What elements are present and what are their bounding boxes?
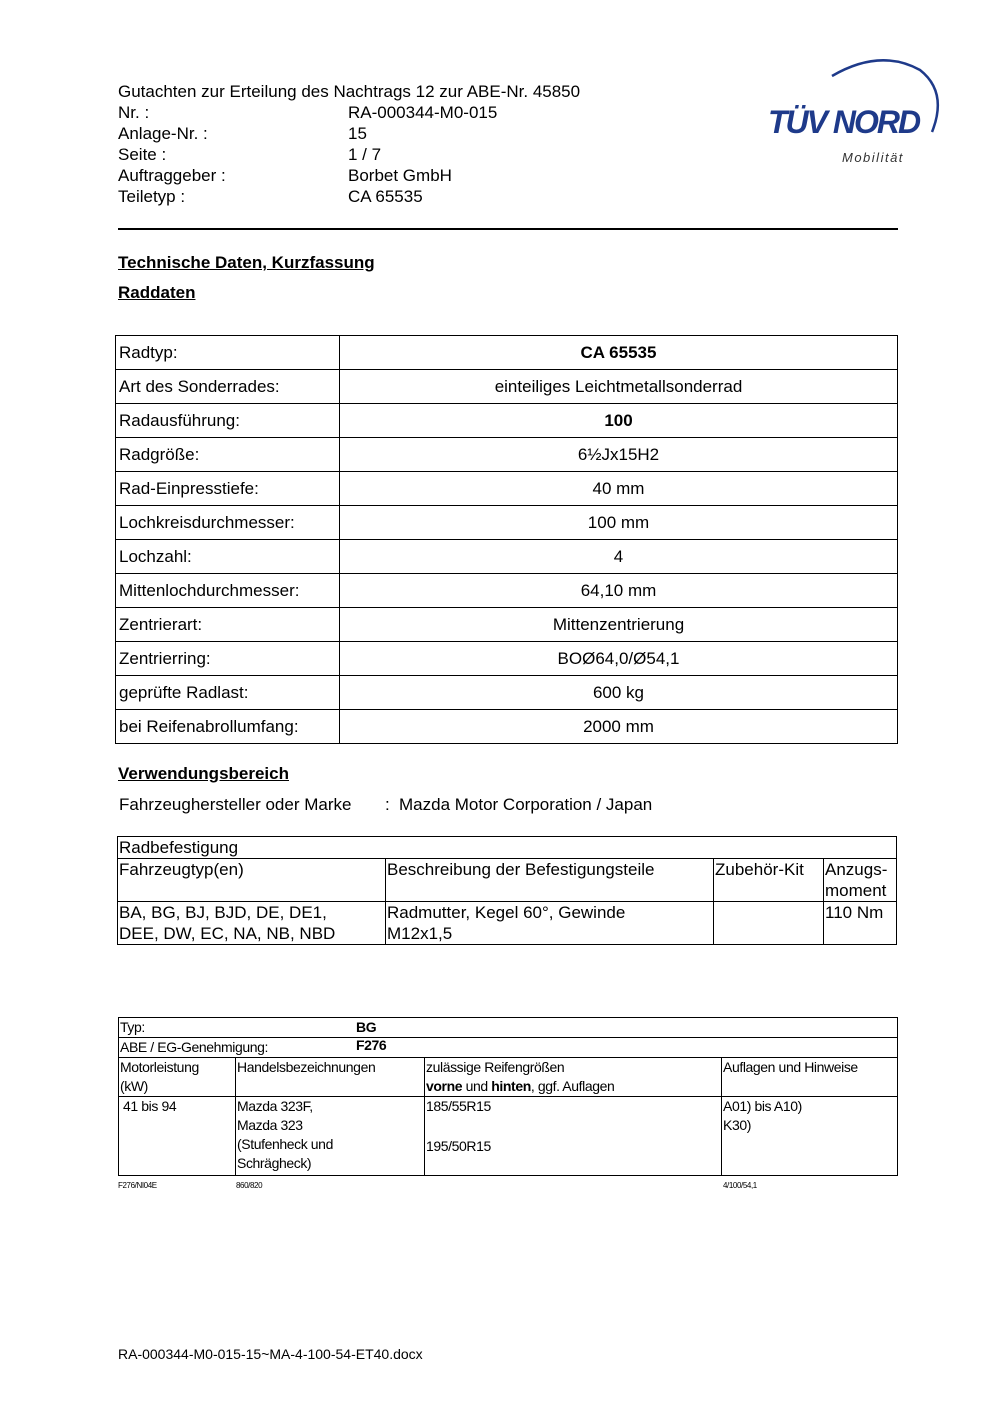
table-row [116, 574, 898, 608]
header-rest: , ggf. Auflagen [530, 1078, 615, 1094]
table-header-zubehoer: Zubehör-Kit [714, 859, 824, 902]
table-cell-moment: 110 Nm [824, 902, 897, 945]
cell-line: BA, BG, BJ, BJD, DE, DE1, [119, 903, 327, 922]
table-row [116, 642, 898, 676]
table-cell-value: Mittenzentrierung [340, 608, 898, 642]
table-row [118, 837, 897, 859]
cell-line: A01) bis A10) [723, 1098, 802, 1114]
cell-line: Mazda 323F, [237, 1098, 313, 1114]
typ-label: Typ: [120, 1019, 145, 1035]
section-title-raddaten: Raddaten [118, 283, 196, 302]
cell-line: DEE, DW, EC, NA, NB, NBD [119, 924, 336, 943]
table-cell-label: Zentrierart: [116, 608, 340, 642]
table-cell-label: geprüfte Radlast: [116, 676, 340, 710]
table-cell-label: Zentrierring: [116, 642, 340, 676]
table-header-fahrzeugtyp: Fahrzeugtyp(en) [118, 859, 386, 902]
header-label-teiletyp: Teiletyp : [118, 187, 186, 206]
hersteller-separator: : [385, 795, 390, 814]
header-label-auftraggeber: Auftraggeber : [118, 166, 226, 185]
table-row [118, 902, 897, 945]
abe-label: ABE / EG-Genehmigung: [120, 1039, 269, 1055]
table-row [116, 608, 898, 642]
table-cell-value: 64,10 mm [340, 574, 898, 608]
table-cell-label: Radtyp: [116, 336, 340, 370]
header-value-teiletyp: CA 65535 [348, 187, 423, 206]
code-label: F276/NI04E [118, 1181, 157, 1190]
table-cell-value: 2000 mm [340, 710, 898, 744]
table-cell-label: Rad-Einpresstiefe: [116, 472, 340, 506]
table-row [116, 676, 898, 710]
table-row [118, 859, 897, 902]
befestigung-title: Radbefestigung [118, 837, 897, 859]
table-cell-reifen [425, 1097, 722, 1176]
header-vorne: vorne [426, 1078, 463, 1094]
table-row [116, 404, 898, 438]
header-line: zulässige Reifengrößen [426, 1059, 565, 1075]
table-header-beschreibung: Beschreibung der Befestigungsteile [386, 859, 714, 902]
table-header-auflagen: Auflagen und Hinweise [722, 1058, 898, 1097]
report-title: Gutachten zur Erteilung des Nachtrags 12 zur ABE-Nr. 45850 [118, 82, 581, 101]
table-row [116, 370, 898, 404]
hersteller-label: Fahrzeughersteller oder Marke [119, 795, 352, 814]
table-cell-label: Radausführung: [116, 404, 340, 438]
header-line: Motorleistung [120, 1059, 199, 1075]
table-cell-value: 100 [340, 404, 898, 438]
typ-table [118, 1017, 898, 1176]
header-value-anlage: 15 [348, 124, 367, 143]
cell-line: Radmutter, Kegel 60°, Gewinde [387, 903, 626, 922]
header-value-nr: RA-000344-M0-015 [348, 103, 498, 122]
table-cell-label: Lochkreisdurchmesser: [116, 506, 340, 540]
table-cell-kit [714, 902, 824, 945]
typ-value: BG [356, 1019, 377, 1035]
abe-row [119, 1038, 898, 1058]
table-cell-value: CA 65535 [340, 336, 898, 370]
logo-name: TÜV NORD [768, 104, 920, 140]
table-header-anzugsmoment [824, 859, 897, 902]
header-divider [118, 228, 898, 230]
typ-row [119, 1018, 898, 1038]
table-cell-value: 6½Jx15H2 [340, 438, 898, 472]
cell-line: Mazda 323 [237, 1117, 303, 1133]
table-row [116, 540, 898, 574]
hersteller-value: Mazda Motor Corporation / Japan [399, 795, 653, 814]
footer-filename: RA-000344-M0-015-15~MA-4-100-54-ET40.docx [118, 1346, 423, 1362]
table-cell-value: 40 mm [340, 472, 898, 506]
table-cell-label: Mittenlochdurchmesser: [116, 574, 340, 608]
header-value-seite: 1 / 7 [348, 145, 382, 164]
table-cell-typen [118, 902, 386, 945]
cell-spacer [426, 1116, 721, 1137]
table-cell-auflagen [722, 1097, 898, 1176]
header-line: Anzugs- [825, 860, 888, 879]
table-row [119, 1038, 898, 1058]
cell-line: 185/55R15 [426, 1098, 491, 1114]
table-header-motor [119, 1058, 236, 1097]
table-header-reifen [425, 1058, 722, 1097]
table-row [119, 1058, 898, 1097]
table-cell-value: 600 kg [340, 676, 898, 710]
table-cell-handel [236, 1097, 425, 1176]
logo-subtitle: Mobilität [842, 150, 904, 165]
code-label: 4/100/54,1 [723, 1181, 757, 1190]
table-cell-value: BOØ64,0/Ø54,1 [340, 642, 898, 676]
code-label: 860/820 [236, 1181, 263, 1190]
cell-line: Schrägheck) [237, 1155, 312, 1171]
table-cell-label: Art des Sonderrades: [116, 370, 340, 404]
cell-line: (Stufenheck und [237, 1136, 333, 1152]
header-label-anlage: Anlage-Nr. : [118, 124, 208, 143]
table-row [116, 438, 898, 472]
raddaten-table [115, 335, 898, 744]
table-cell-label: Lochzahl: [116, 540, 340, 574]
abe-value: F276 [356, 1037, 387, 1053]
header-line: moment [825, 881, 887, 900]
table-cell-value: 100 mm [340, 506, 898, 540]
header-line: (kW) [120, 1078, 148, 1094]
header-hinten: hinten [491, 1078, 531, 1094]
table-cell-value: einteiliges Leichtmetallsonderrad [340, 370, 898, 404]
header-line [426, 1077, 721, 1096]
header-label-seite: Seite : [118, 145, 167, 164]
section-title-verwendung: Verwendungsbereich [118, 764, 289, 783]
table-header-handel: Handelsbezeichnungen [236, 1058, 425, 1097]
table-cell-value: 4 [340, 540, 898, 574]
cell-line: M12x1,5 [387, 924, 453, 943]
table-row [116, 336, 898, 370]
header-value-auftraggeber: Borbet GmbH [348, 166, 452, 185]
cell-line: K30) [723, 1117, 751, 1133]
table-cell-label: bei Reifenabrollumfang: [116, 710, 340, 744]
header-und: und [462, 1078, 492, 1094]
befestigung-table [117, 836, 897, 945]
table-cell-motor: 41 bis 94 [119, 1097, 236, 1176]
table-cell-beschreibung [386, 902, 714, 945]
table-row [116, 710, 898, 744]
cell-line: 195/50R15 [426, 1138, 491, 1154]
table-cell-label: Radgröße: [116, 438, 340, 472]
header-label-nr: Nr. : [118, 103, 150, 122]
table-row [116, 472, 898, 506]
table-row [116, 506, 898, 540]
section-title-tech: Technische Daten, Kurzfassung [118, 253, 375, 272]
table-row [119, 1097, 898, 1176]
table-row [119, 1018, 898, 1038]
